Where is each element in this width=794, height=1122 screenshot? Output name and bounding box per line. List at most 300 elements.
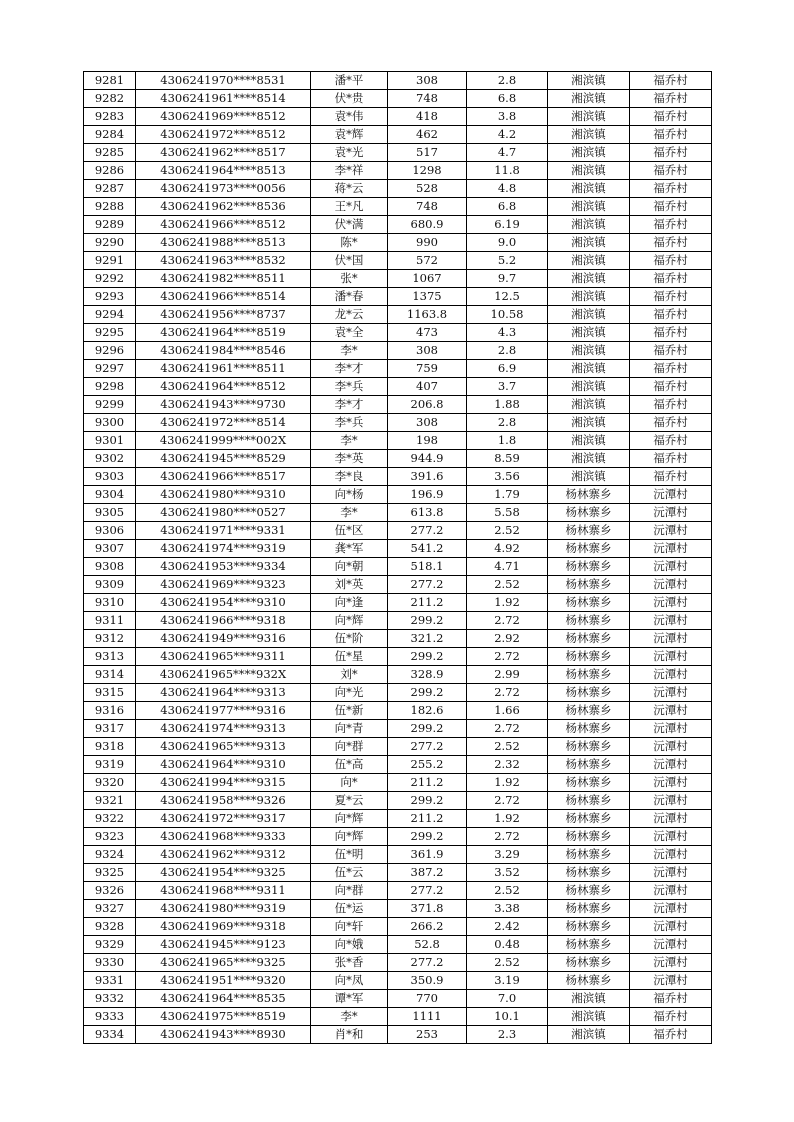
row-number-cell: 9289 bbox=[84, 216, 136, 234]
table-row bbox=[84, 720, 712, 738]
id-number-cell: 4306241962****8536 bbox=[136, 198, 311, 216]
area-cell: 2.99 bbox=[467, 666, 548, 684]
name-cell: 向*辉 bbox=[311, 828, 388, 846]
village-cell: 福乔村 bbox=[630, 288, 712, 306]
village-cell: 福乔村 bbox=[630, 126, 712, 144]
amount-cell: 277.2 bbox=[388, 882, 467, 900]
name-cell: 伍*明 bbox=[311, 846, 388, 864]
village-cell: 沅潭村 bbox=[630, 864, 712, 882]
area-cell: 5.2 bbox=[467, 252, 548, 270]
row-number-cell: 9332 bbox=[84, 990, 136, 1008]
row-number-cell: 9322 bbox=[84, 810, 136, 828]
table-row bbox=[84, 72, 712, 90]
table-row bbox=[84, 990, 712, 1008]
village-cell: 沅潭村 bbox=[630, 936, 712, 954]
name-cell: 李*英 bbox=[311, 450, 388, 468]
township-cell: 杨林寨乡 bbox=[548, 828, 630, 846]
township-cell: 杨林寨乡 bbox=[548, 900, 630, 918]
table-row bbox=[84, 900, 712, 918]
id-number-cell: 4306241982****8511 bbox=[136, 270, 311, 288]
amount-cell: 299.2 bbox=[388, 648, 467, 666]
name-cell: 张* bbox=[311, 270, 388, 288]
id-number-cell: 4306241954****9325 bbox=[136, 864, 311, 882]
amount-cell: 990 bbox=[388, 234, 467, 252]
area-cell: 3.52 bbox=[467, 864, 548, 882]
table-row bbox=[84, 540, 712, 558]
name-cell: 袁*光 bbox=[311, 144, 388, 162]
township-cell: 湘滨镇 bbox=[548, 72, 630, 90]
village-cell: 沅潭村 bbox=[630, 720, 712, 738]
row-number-cell: 9309 bbox=[84, 576, 136, 594]
id-number-cell: 4306241980****0527 bbox=[136, 504, 311, 522]
township-cell: 杨林寨乡 bbox=[548, 738, 630, 756]
village-cell: 沅潭村 bbox=[630, 882, 712, 900]
name-cell: 伍*运 bbox=[311, 900, 388, 918]
id-number-cell: 4306241974****9319 bbox=[136, 540, 311, 558]
table-row bbox=[84, 918, 712, 936]
village-cell: 福乔村 bbox=[630, 72, 712, 90]
village-cell: 沅潭村 bbox=[630, 918, 712, 936]
table-row bbox=[84, 828, 712, 846]
township-cell: 湘滨镇 bbox=[548, 990, 630, 1008]
village-cell: 福乔村 bbox=[630, 450, 712, 468]
amount-cell: 182.6 bbox=[388, 702, 467, 720]
amount-cell: 473 bbox=[388, 324, 467, 342]
row-number-cell: 9312 bbox=[84, 630, 136, 648]
name-cell: 肖*和 bbox=[311, 1026, 388, 1044]
area-cell: 1.66 bbox=[467, 702, 548, 720]
table-row bbox=[84, 774, 712, 792]
table-body bbox=[84, 72, 712, 1044]
area-cell: 2.32 bbox=[467, 756, 548, 774]
name-cell: 袁*伟 bbox=[311, 108, 388, 126]
village-cell: 沅潭村 bbox=[630, 846, 712, 864]
township-cell: 湘滨镇 bbox=[548, 270, 630, 288]
amount-cell: 1067 bbox=[388, 270, 467, 288]
id-number-cell: 4306241962****8517 bbox=[136, 144, 311, 162]
area-cell: 4.71 bbox=[467, 558, 548, 576]
id-number-cell: 4306241994****9315 bbox=[136, 774, 311, 792]
village-cell: 福乔村 bbox=[630, 324, 712, 342]
name-cell: 李* bbox=[311, 1008, 388, 1026]
id-number-cell: 4306241966****8512 bbox=[136, 216, 311, 234]
table-row bbox=[84, 486, 712, 504]
id-number-cell: 4306241974****9313 bbox=[136, 720, 311, 738]
table-row bbox=[84, 90, 712, 108]
id-number-cell: 4306241977****9316 bbox=[136, 702, 311, 720]
amount-cell: 198 bbox=[388, 432, 467, 450]
id-number-cell: 4306241965****9313 bbox=[136, 738, 311, 756]
row-number-cell: 9281 bbox=[84, 72, 136, 90]
township-cell: 杨林寨乡 bbox=[548, 702, 630, 720]
id-number-cell: 4306241965****9311 bbox=[136, 648, 311, 666]
name-cell: 向*凤 bbox=[311, 972, 388, 990]
table-row bbox=[84, 216, 712, 234]
village-cell: 沅潭村 bbox=[630, 630, 712, 648]
table-row bbox=[84, 1026, 712, 1044]
township-cell: 湘滨镇 bbox=[548, 306, 630, 324]
area-cell: 0.48 bbox=[467, 936, 548, 954]
amount-cell: 321.2 bbox=[388, 630, 467, 648]
amount-cell: 387.2 bbox=[388, 864, 467, 882]
amount-cell: 680.9 bbox=[388, 216, 467, 234]
name-cell: 袁*辉 bbox=[311, 126, 388, 144]
row-number-cell: 9300 bbox=[84, 414, 136, 432]
amount-cell: 1375 bbox=[388, 288, 467, 306]
table-row bbox=[84, 972, 712, 990]
table-row bbox=[84, 162, 712, 180]
table-row bbox=[84, 450, 712, 468]
table-row bbox=[84, 360, 712, 378]
area-cell: 1.92 bbox=[467, 594, 548, 612]
table-row bbox=[84, 576, 712, 594]
village-cell: 沅潭村 bbox=[630, 612, 712, 630]
area-cell: 6.19 bbox=[467, 216, 548, 234]
table-row bbox=[84, 738, 712, 756]
township-cell: 湘滨镇 bbox=[548, 144, 630, 162]
amount-cell: 253 bbox=[388, 1026, 467, 1044]
id-number-cell: 4306241964****8512 bbox=[136, 378, 311, 396]
village-cell: 福乔村 bbox=[630, 1026, 712, 1044]
row-number-cell: 9292 bbox=[84, 270, 136, 288]
township-cell: 湘滨镇 bbox=[548, 396, 630, 414]
row-number-cell: 9331 bbox=[84, 972, 136, 990]
amount-cell: 518.1 bbox=[388, 558, 467, 576]
township-cell: 杨林寨乡 bbox=[548, 486, 630, 504]
area-cell: 1.88 bbox=[467, 396, 548, 414]
name-cell: 向*辉 bbox=[311, 810, 388, 828]
table-row bbox=[84, 252, 712, 270]
row-number-cell: 9321 bbox=[84, 792, 136, 810]
name-cell: 向*轩 bbox=[311, 918, 388, 936]
township-cell: 杨林寨乡 bbox=[548, 522, 630, 540]
township-cell: 杨林寨乡 bbox=[548, 576, 630, 594]
table-row bbox=[84, 936, 712, 954]
amount-cell: 1163.8 bbox=[388, 306, 467, 324]
row-number-cell: 9330 bbox=[84, 954, 136, 972]
table-row bbox=[84, 846, 712, 864]
row-number-cell: 9329 bbox=[84, 936, 136, 954]
area-cell: 9.0 bbox=[467, 234, 548, 252]
township-cell: 杨林寨乡 bbox=[548, 792, 630, 810]
village-cell: 沅潭村 bbox=[630, 684, 712, 702]
village-cell: 沅潭村 bbox=[630, 792, 712, 810]
township-cell: 湘滨镇 bbox=[548, 216, 630, 234]
id-number-cell: 4306241953****9334 bbox=[136, 558, 311, 576]
table-row bbox=[84, 306, 712, 324]
name-cell: 李* bbox=[311, 504, 388, 522]
village-cell: 沅潭村 bbox=[630, 702, 712, 720]
table-row bbox=[84, 414, 712, 432]
row-number-cell: 9291 bbox=[84, 252, 136, 270]
table-row bbox=[84, 648, 712, 666]
township-cell: 杨林寨乡 bbox=[548, 936, 630, 954]
id-number-cell: 4306241965****932X bbox=[136, 666, 311, 684]
township-cell: 湘滨镇 bbox=[548, 1026, 630, 1044]
township-cell: 湘滨镇 bbox=[548, 414, 630, 432]
table-row bbox=[84, 810, 712, 828]
table-row bbox=[84, 126, 712, 144]
name-cell: 潘*平 bbox=[311, 72, 388, 90]
area-cell: 2.72 bbox=[467, 792, 548, 810]
amount-cell: 759 bbox=[388, 360, 467, 378]
id-number-cell: 4306241972****8512 bbox=[136, 126, 311, 144]
row-number-cell: 9284 bbox=[84, 126, 136, 144]
id-number-cell: 4306241975****8519 bbox=[136, 1008, 311, 1026]
table-row bbox=[84, 702, 712, 720]
table-row bbox=[84, 882, 712, 900]
name-cell: 刘* bbox=[311, 666, 388, 684]
village-cell: 福乔村 bbox=[630, 216, 712, 234]
area-cell: 9.7 bbox=[467, 270, 548, 288]
row-number-cell: 9303 bbox=[84, 468, 136, 486]
amount-cell: 266.2 bbox=[388, 918, 467, 936]
row-number-cell: 9304 bbox=[84, 486, 136, 504]
id-number-cell: 4306241964****8513 bbox=[136, 162, 311, 180]
table-row bbox=[84, 108, 712, 126]
area-cell: 2.8 bbox=[467, 414, 548, 432]
township-cell: 杨林寨乡 bbox=[548, 756, 630, 774]
name-cell: 龚*军 bbox=[311, 540, 388, 558]
name-cell: 潘*春 bbox=[311, 288, 388, 306]
township-cell: 湘滨镇 bbox=[548, 450, 630, 468]
area-cell: 2.72 bbox=[467, 612, 548, 630]
table-row bbox=[84, 504, 712, 522]
village-cell: 福乔村 bbox=[630, 378, 712, 396]
table-row bbox=[84, 288, 712, 306]
row-number-cell: 9287 bbox=[84, 180, 136, 198]
amount-cell: 572 bbox=[388, 252, 467, 270]
village-cell: 福乔村 bbox=[630, 270, 712, 288]
row-number-cell: 9306 bbox=[84, 522, 136, 540]
township-cell: 杨林寨乡 bbox=[548, 918, 630, 936]
row-number-cell: 9283 bbox=[84, 108, 136, 126]
amount-cell: 277.2 bbox=[388, 576, 467, 594]
village-cell: 福乔村 bbox=[630, 432, 712, 450]
row-number-cell: 9298 bbox=[84, 378, 136, 396]
id-number-cell: 4306241966****9318 bbox=[136, 612, 311, 630]
name-cell: 伍*区 bbox=[311, 522, 388, 540]
row-number-cell: 9293 bbox=[84, 288, 136, 306]
name-cell: 向*杨 bbox=[311, 486, 388, 504]
name-cell: 向*青 bbox=[311, 720, 388, 738]
id-number-cell: 4306241943****9730 bbox=[136, 396, 311, 414]
amount-cell: 308 bbox=[388, 414, 467, 432]
row-number-cell: 9294 bbox=[84, 306, 136, 324]
township-cell: 杨林寨乡 bbox=[548, 882, 630, 900]
area-cell: 6.9 bbox=[467, 360, 548, 378]
name-cell: 伏*国 bbox=[311, 252, 388, 270]
township-cell: 湘滨镇 bbox=[548, 378, 630, 396]
id-number-cell: 4306241951****9320 bbox=[136, 972, 311, 990]
amount-cell: 371.8 bbox=[388, 900, 467, 918]
area-cell: 2.72 bbox=[467, 648, 548, 666]
area-cell: 6.8 bbox=[467, 90, 548, 108]
id-number-cell: 4306241963****8532 bbox=[136, 252, 311, 270]
amount-cell: 52.8 bbox=[388, 936, 467, 954]
township-cell: 湘滨镇 bbox=[548, 252, 630, 270]
id-number-cell: 4306241972****9317 bbox=[136, 810, 311, 828]
village-cell: 沅潭村 bbox=[630, 756, 712, 774]
area-cell: 2.52 bbox=[467, 522, 548, 540]
name-cell: 夏*云 bbox=[311, 792, 388, 810]
village-cell: 沅潭村 bbox=[630, 558, 712, 576]
id-number-cell: 4306241965****9325 bbox=[136, 954, 311, 972]
township-cell: 湘滨镇 bbox=[548, 234, 630, 252]
row-number-cell: 9327 bbox=[84, 900, 136, 918]
table-row bbox=[84, 180, 712, 198]
id-number-cell: 4306241973****0056 bbox=[136, 180, 311, 198]
row-number-cell: 9308 bbox=[84, 558, 136, 576]
area-cell: 10.1 bbox=[467, 1008, 548, 1026]
township-cell: 湘滨镇 bbox=[548, 90, 630, 108]
name-cell: 李*才 bbox=[311, 396, 388, 414]
area-cell: 4.3 bbox=[467, 324, 548, 342]
row-number-cell: 9316 bbox=[84, 702, 136, 720]
row-number-cell: 9310 bbox=[84, 594, 136, 612]
name-cell: 蒋*云 bbox=[311, 180, 388, 198]
area-cell: 4.7 bbox=[467, 144, 548, 162]
table-row bbox=[84, 558, 712, 576]
amount-cell: 308 bbox=[388, 72, 467, 90]
name-cell: 向*娥 bbox=[311, 936, 388, 954]
area-cell: 3.38 bbox=[467, 900, 548, 918]
table-row bbox=[84, 954, 712, 972]
amount-cell: 196.9 bbox=[388, 486, 467, 504]
township-cell: 湘滨镇 bbox=[548, 342, 630, 360]
village-cell: 福乔村 bbox=[630, 468, 712, 486]
village-cell: 福乔村 bbox=[630, 414, 712, 432]
row-number-cell: 9328 bbox=[84, 918, 136, 936]
row-number-cell: 9314 bbox=[84, 666, 136, 684]
name-cell: 龙*云 bbox=[311, 306, 388, 324]
amount-cell: 211.2 bbox=[388, 774, 467, 792]
village-cell: 沅潭村 bbox=[630, 594, 712, 612]
area-cell: 2.42 bbox=[467, 918, 548, 936]
id-number-cell: 4306241968****9311 bbox=[136, 882, 311, 900]
township-cell: 湘滨镇 bbox=[548, 162, 630, 180]
name-cell: 李* bbox=[311, 342, 388, 360]
area-cell: 1.79 bbox=[467, 486, 548, 504]
row-number-cell: 9297 bbox=[84, 360, 136, 378]
name-cell: 伍*新 bbox=[311, 702, 388, 720]
id-number-cell: 4306241966****8514 bbox=[136, 288, 311, 306]
village-cell: 福乔村 bbox=[630, 90, 712, 108]
township-cell: 湘滨镇 bbox=[548, 198, 630, 216]
name-cell: 王*凡 bbox=[311, 198, 388, 216]
name-cell: 李*兵 bbox=[311, 414, 388, 432]
township-cell: 湘滨镇 bbox=[548, 288, 630, 306]
area-cell: 2.92 bbox=[467, 630, 548, 648]
village-cell: 沅潭村 bbox=[630, 504, 712, 522]
table-row bbox=[84, 324, 712, 342]
area-cell: 4.92 bbox=[467, 540, 548, 558]
amount-cell: 748 bbox=[388, 198, 467, 216]
township-cell: 杨林寨乡 bbox=[548, 972, 630, 990]
id-number-cell: 4306241964****9310 bbox=[136, 756, 311, 774]
area-cell: 3.56 bbox=[467, 468, 548, 486]
village-cell: 福乔村 bbox=[630, 396, 712, 414]
name-cell: 李* bbox=[311, 432, 388, 450]
row-number-cell: 9326 bbox=[84, 882, 136, 900]
area-cell: 11.8 bbox=[467, 162, 548, 180]
amount-cell: 361.9 bbox=[388, 846, 467, 864]
id-number-cell: 4306241958****9326 bbox=[136, 792, 311, 810]
township-cell: 湘滨镇 bbox=[548, 1008, 630, 1026]
name-cell: 袁*全 bbox=[311, 324, 388, 342]
township-cell: 杨林寨乡 bbox=[548, 612, 630, 630]
area-cell: 2.3 bbox=[467, 1026, 548, 1044]
area-cell: 7.0 bbox=[467, 990, 548, 1008]
row-number-cell: 9286 bbox=[84, 162, 136, 180]
name-cell: 向*朝 bbox=[311, 558, 388, 576]
id-number-cell: 4306241964****8535 bbox=[136, 990, 311, 1008]
table-row bbox=[84, 792, 712, 810]
amount-cell: 770 bbox=[388, 990, 467, 1008]
village-cell: 福乔村 bbox=[630, 252, 712, 270]
township-cell: 湘滨镇 bbox=[548, 126, 630, 144]
row-number-cell: 9320 bbox=[84, 774, 136, 792]
row-number-cell: 9319 bbox=[84, 756, 136, 774]
id-number-cell: 4306241956****8737 bbox=[136, 306, 311, 324]
amount-cell: 613.8 bbox=[388, 504, 467, 522]
row-number-cell: 9334 bbox=[84, 1026, 136, 1044]
row-number-cell: 9288 bbox=[84, 198, 136, 216]
area-cell: 3.19 bbox=[467, 972, 548, 990]
amount-cell: 299.2 bbox=[388, 684, 467, 702]
row-number-cell: 9307 bbox=[84, 540, 136, 558]
row-number-cell: 9317 bbox=[84, 720, 136, 738]
name-cell: 伏*贵 bbox=[311, 90, 388, 108]
table-row bbox=[84, 612, 712, 630]
name-cell: 伏*满 bbox=[311, 216, 388, 234]
id-number-cell: 4306241966****8517 bbox=[136, 468, 311, 486]
area-cell: 2.8 bbox=[467, 72, 548, 90]
township-cell: 杨林寨乡 bbox=[548, 666, 630, 684]
village-cell: 福乔村 bbox=[630, 306, 712, 324]
area-cell: 2.52 bbox=[467, 576, 548, 594]
area-cell: 3.29 bbox=[467, 846, 548, 864]
village-cell: 沅潭村 bbox=[630, 666, 712, 684]
id-number-cell: 4306241962****9312 bbox=[136, 846, 311, 864]
township-cell: 杨林寨乡 bbox=[548, 864, 630, 882]
village-cell: 沅潭村 bbox=[630, 828, 712, 846]
id-number-cell: 4306241945****9123 bbox=[136, 936, 311, 954]
id-number-cell: 4306241949****9316 bbox=[136, 630, 311, 648]
amount-cell: 418 bbox=[388, 108, 467, 126]
village-cell: 沅潭村 bbox=[630, 540, 712, 558]
amount-cell: 407 bbox=[388, 378, 467, 396]
township-cell: 杨林寨乡 bbox=[548, 810, 630, 828]
name-cell: 李*才 bbox=[311, 360, 388, 378]
area-cell: 12.5 bbox=[467, 288, 548, 306]
id-number-cell: 4306241954****9310 bbox=[136, 594, 311, 612]
table-row bbox=[84, 468, 712, 486]
village-cell: 沅潭村 bbox=[630, 810, 712, 828]
row-number-cell: 9333 bbox=[84, 1008, 136, 1026]
id-number-cell: 4306241969****9318 bbox=[136, 918, 311, 936]
area-cell: 3.8 bbox=[467, 108, 548, 126]
village-cell: 福乔村 bbox=[630, 144, 712, 162]
amount-cell: 308 bbox=[388, 342, 467, 360]
amount-cell: 277.2 bbox=[388, 522, 467, 540]
area-cell: 1.92 bbox=[467, 810, 548, 828]
name-cell: 张*香 bbox=[311, 954, 388, 972]
area-cell: 2.52 bbox=[467, 954, 548, 972]
amount-cell: 277.2 bbox=[388, 738, 467, 756]
township-cell: 杨林寨乡 bbox=[548, 846, 630, 864]
table-row bbox=[84, 396, 712, 414]
